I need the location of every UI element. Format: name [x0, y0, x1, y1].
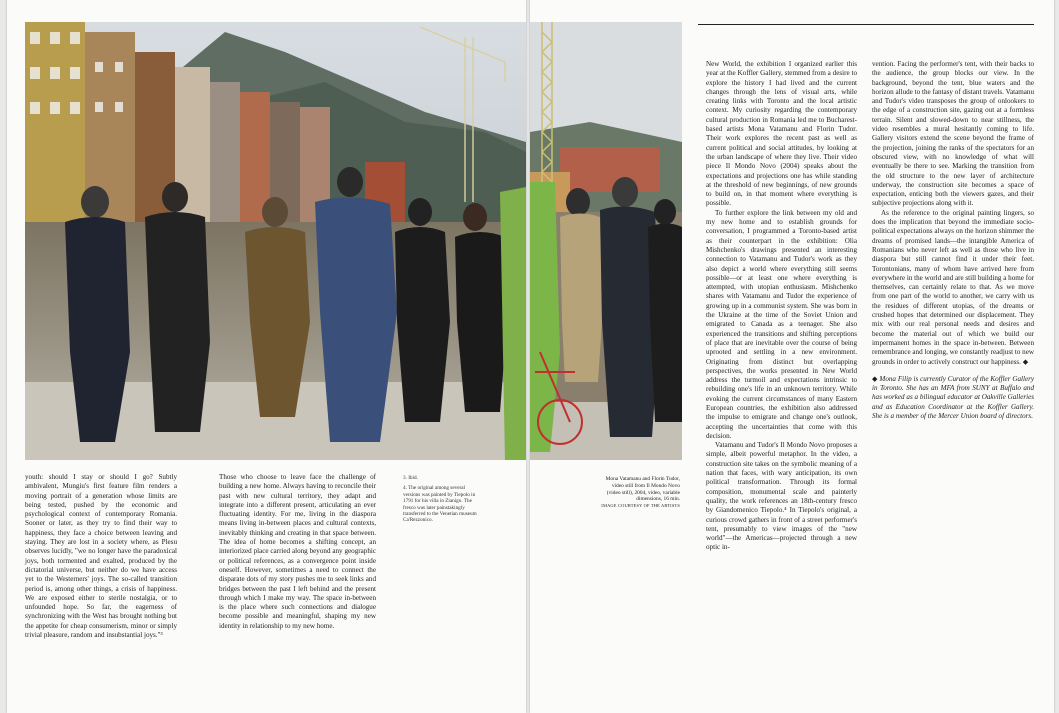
footnotes: [403, 475, 481, 528]
col1-paragraph: youth: should I stay or should I go? Subtly ambivalent, Mungiu's first feature film renders a moving portrait of a generation whose limits are being tested, pushed by the economic and psychological context of contemporary Romania. Sooner or later, as they try to find their way to happiness, they face a choice between leaving and staying. They are lost in a society where, as Plesu observes lucidly, "we no longer have the paradoxical joys, both tormented and exalted, produced by the dictatorial universe, but neither do we have access yet to the Westerners' joys. The so-called transition period is, among other things, a crisis of happiness. We are exposed either to sterile nostalgia, or to unfounded hope. So far, the eagerness of synchronizing with the West has brought nothing but the appetite for cheap consumerism, minor or simply trivial pleasure, random and insubstantial joys."³: [25, 473, 177, 640]
body-column-4: [872, 60, 1034, 421]
col3-paragraph-2: To further explore the link between my old and my new home and to establish grounds for conversation, I programmed a Toronto-based artist as their counterpart in the exhibition: Olia Mishchenko's drawings presented an interesting connection to Vatamanu and Tudor's work as they also depict a world where everything still seems possible—or at least one where everything is attempted, with utopian enthusiasm. Mishchenko shares with Vatamanu and Tudor the experience of growing up in a communist system. She was born in the Ukraine at the time of the Soviet Union and emigrated to Canada as a teenager. She also experienced the transitions and shifting perceptions of place that are inevitable over the course of being uprooted and settling in a new environment. Originating from distinct but overlapping perspectives, the works presented in New World address the turmoil and expectations intrinsic to rebuilding one's life in an unknown territory. While evoking the current circumstances of many Eastern European countries, the exhibition also addressed the impulse to emigrate and change one's outlook, accepting the uncertainties that come with this decision.: [706, 208, 857, 440]
col3-paragraph-3: Vatamanu and Tudor's Il Mondo Novo proposes a simple, albeit powerful metaphor. In the video, a construction site takes on the symbolic meaning of a nation that faces, with wary anticipation, its own political transformation. Through its formal composition, monumental scale and painterly quality, the work references an 18th-century fresco by Giandomenico Tiepolo.⁴ In Tiepolo's original, a curious crowd gathers in front of a street performer's tent, presumably to view images of the "new world"—the Americas—projected through a new optic in-: [706, 441, 857, 552]
body-column-2: [219, 473, 376, 631]
construction-site-photo: [25, 22, 526, 460]
caption-line-2: video still from Il Mondo Novo: [611, 482, 680, 489]
body-column-1: [25, 473, 177, 640]
construction-crane-photo: [530, 22, 682, 460]
left-page: [7, 0, 526, 713]
footnote-3: 3. Ibid.: [403, 475, 418, 481]
col3-paragraph-1: New World, the exhibition I organized earlier this year at the Koffler Gallery, stemmed from a desire to explore the history I had lived and the current changes through the lens of visual arts, while creating links with Toronto and the local artistic context. My curiosity regarding the contemporary cultural production in Romania led me to Bucharest-based artists Mona Vatamanu and Florin Tudor. Their work explores the recent past as well as current political and social attitudes, by looking at the urban landscape of where they live. Their video piece Il Mondo Novo (2004) speaks about the expectations and projections one has while standing at the threshold of new beginnings, of new grounds to build on, in that moment where everything is possible.: [706, 60, 857, 208]
caption-line-4: dimensions, 16 min.: [636, 496, 680, 503]
right-page: [530, 0, 1054, 713]
footnote-4: 4. The original among several versions was painted by Tiepolo in 1791 for his villa in Zianigo. The fresco was later painstakingly transferred to the Venetian museum Ca'Rezzonico.: [403, 485, 477, 524]
body-column-3: [706, 60, 857, 553]
author-bio: ◆ Mona Filip is currently Curator of the Koffler Gallery in Toronto. She has an MFA from SUNY at Buffalo and has worked as a bilingual educator at Oakville Galleries and as Education Coordinator at the Koffler Gallery. She is a member of the Mercer Union board of directors.: [872, 374, 1034, 420]
col4-paragraph-2: As the reference to the original painting lingers, so does the implication that beyond the immediate socio-political expectations always on the horizon shimmer the dreams of promised lands—the intangible America of Romanians who never left as well as those who live in diaspora but still cannot find it under their feet. Torontonians, many of whom have arrived here from everywhere in the world and are still building a home for themselves, can certainly relate to that. As we move from one part of the world to another, we carry with us the residues of different utopias, of the dreams or crushed hopes that determined our displacement. They mix with our real personal needs and desires and become the material out of which we build our impermanent homes in the space in-between. Between remembrance and longing, we constantly readjust to new grounds in order to actively construct our happiness. ◆: [872, 208, 1034, 366]
top-rule: [698, 24, 1034, 25]
photo-caption: [572, 476, 680, 510]
caption-line-1: Mona Vatamanu and Florin Tudor,: [605, 476, 680, 482]
caption-line-3: (video still), 2004, video, variable: [606, 489, 680, 496]
photo-right-half: [530, 22, 682, 460]
col2-paragraph: Those who choose to leave face the challenge of building a new home. Always having to reconcile their past with new cultural territory, they adapt and integrate into a different present, articulating an ever fluctuating identity. For me, living in the diaspora means living in-between places and cultural contexts, inevitably thinking and creating in that space between. The idea of home becomes a shifting concept, an interiorized place carried along beyond any geographic or political references, as a convergence point inside oneself. However, sometimes a need to connect the disparate dots of my story pushes me to seek links and bridges between the past I left behind and the present through which I make my way. The space in-between is the place where such connections and dialogue become possible and meaningful, shaping my new identity in relationship to my new home.: [219, 473, 376, 630]
caption-credit: IMAGE COURTESY OF THE ARTISTS: [601, 503, 680, 509]
col4-paragraph-1: vention. Facing the performer's tent, with their backs to the audience, the group blocks our view. In the background, beyond the tent, blue waters and the horizon allude to the fantasy of distant travels. Vatamanu and Tudor's video transposes the group of onlookers to the edge of a construction site, gazing out at a formless terrain. Silent and slowed-down to near stillness, the video resembles a mural hesitantly coming to life. Gallery visitors extend the scene beyond the frame of the projection, joining the ranks of the spectators for an obscured view, with no knowledge of what will eventually be there to see. Marking the transition from the old structure to the new layer of architecture underway, the construction site becomes a space of expectation, enticing both the viewers gazes, and their subjective projections along with it.: [872, 60, 1034, 208]
photo-left-half: [25, 22, 526, 460]
